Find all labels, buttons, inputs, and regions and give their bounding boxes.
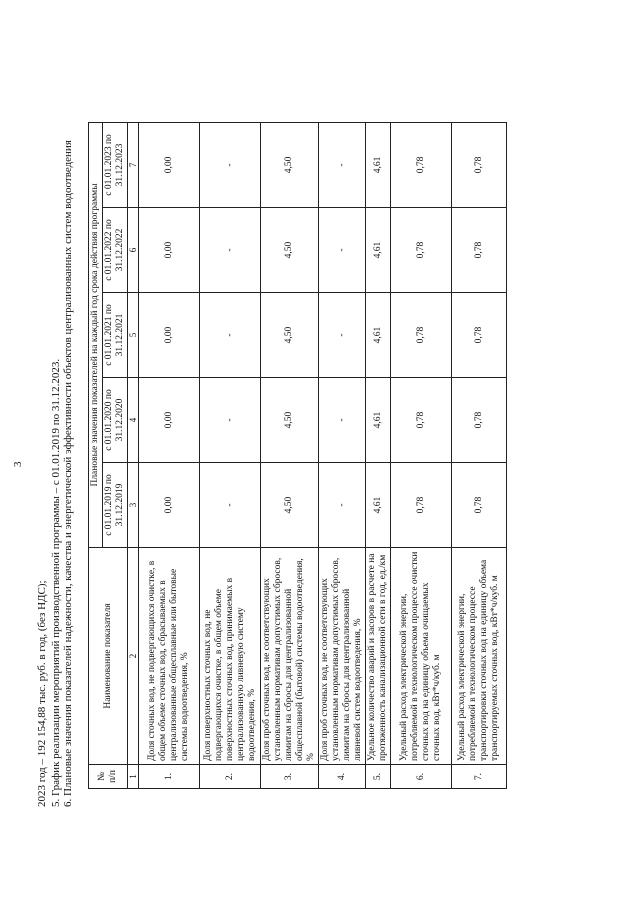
value-2019: 4,61 <box>366 463 391 548</box>
value-2022: 0,78 <box>452 208 507 293</box>
header-name: Наименование показателя <box>89 548 128 765</box>
indicator-name: Доля проб сточных вод, не соответствующих установленным нормативам допустимых сбросов, лимитам на сбросы для централизованной общесплавной (бытовой) системы водоотведения, % <box>261 548 319 765</box>
row-number: 5. <box>366 765 391 789</box>
column-index: 3 <box>128 463 139 548</box>
paragraph-2023-amount: 2023 год – 192 154,88 тыс. руб. в год, (без НДС); <box>36 580 48 807</box>
table-row <box>319 122 366 788</box>
value-2019: 0,78 <box>452 463 507 548</box>
value-2023: 0,78 <box>452 122 507 207</box>
table-row <box>391 122 452 788</box>
row-number: 7. <box>452 765 507 789</box>
header-planned-values: Плановые значения показателей на каждый год срока действия программы <box>89 122 103 547</box>
value-2020: 0,00 <box>139 378 200 463</box>
section-6-heading: 6. Плановые значения показателей надежности, качества и энергетической эффективности объектов централизованных систем водоотведения <box>62 140 74 807</box>
table-row <box>261 122 319 788</box>
value-2022: 0,00 <box>139 208 200 293</box>
value-2020: - <box>200 378 261 463</box>
indicator-name: Удельный расход электрической энергии, потребляемой в технологическом процессе транспортировки сточных вод на единицу объема транспортируемых сточных вод, кВт*ч/куб. м <box>452 548 507 765</box>
column-index: 5 <box>128 293 139 378</box>
header-period-2022: с 01.01.2022 по 31.12.2022 <box>103 208 128 293</box>
row-number: 4. <box>319 765 366 789</box>
column-index: 7 <box>128 122 139 207</box>
value-2023: - <box>200 122 261 207</box>
header-period-2021: с 01.01.2021 по 31.12.2021 <box>103 293 128 378</box>
value-2021: - <box>319 293 366 378</box>
value-2021: 4,50 <box>261 293 319 378</box>
value-2023: - <box>319 122 366 207</box>
indicator-name: Доля сточных вод, не подвергающихся очистке, в общем объеме сточных вод, сбрасываемых в централизованные общесплавные или бытовые системы водоотведения, % <box>139 548 200 765</box>
section-5-schedule: 5. График реализации мероприятий производственной программы – с 01.01.2019 по 31.12.2023. <box>50 358 62 807</box>
value-2019: 0,78 <box>391 463 452 548</box>
value-2022: 4,61 <box>366 208 391 293</box>
indicator-name: Доля поверхностных сточных вод, не подвергающихся очистке, в общем объеме поверхностных сточных вод, принимаемых в централизованную ливневую систему водоотведения, % <box>200 548 261 765</box>
value-2022: - <box>200 208 261 293</box>
header-period-2020: с 01.01.2020 по 31.12.2020 <box>103 378 128 463</box>
value-2022: 0,78 <box>391 208 452 293</box>
value-2023: 0,00 <box>139 122 200 207</box>
row-number: 2. <box>200 765 261 789</box>
column-index: 1 <box>128 765 139 789</box>
value-2023: 4,61 <box>366 122 391 207</box>
value-2019: - <box>200 463 261 548</box>
column-index-row <box>128 122 139 788</box>
table-row <box>452 122 507 788</box>
value-2019: 4,50 <box>261 463 319 548</box>
value-2022: - <box>319 208 366 293</box>
table-row <box>366 122 391 788</box>
value-2021: 0,78 <box>391 293 452 378</box>
page-number: 3 <box>12 461 24 467</box>
value-2019: - <box>319 463 366 548</box>
column-index: 2 <box>128 548 139 765</box>
value-2020: 4,61 <box>366 378 391 463</box>
column-index: 4 <box>128 378 139 463</box>
indicators-table <box>88 122 507 789</box>
value-2023: 0,78 <box>391 122 452 207</box>
indicator-name: Доля проб сточных вод, не соответствующих установленным нормативам допустимых сбросов, лимитам на сбросы для централизованной ливневой систем водоотведения, % <box>319 548 366 765</box>
value-2021: - <box>200 293 261 378</box>
value-2021: 4,61 <box>366 293 391 378</box>
value-2021: 0,00 <box>139 293 200 378</box>
indicator-name: Удельное количество аварий и засоров в расчете на протяженность канализационной сети в год, ед./км <box>366 548 391 765</box>
row-number: 1. <box>139 765 200 789</box>
header-period-2023: с 01.01.2023 по 31.12.2023 <box>103 122 128 207</box>
indicator-name: Удельный расход электрической энергии, потребляемой в технологическом процессе очистки сточных вод на единицу объема очищаемых сточных вод, кВт*ч/куб. м <box>391 548 452 765</box>
header-num: № п/п <box>89 765 128 789</box>
value-2019: 0,00 <box>139 463 200 548</box>
column-index: 6 <box>128 208 139 293</box>
row-number: 6. <box>391 765 452 789</box>
value-2022: 4,50 <box>261 208 319 293</box>
value-2020: 0,78 <box>391 378 452 463</box>
value-2020: 4,50 <box>261 378 319 463</box>
value-2023: 4,50 <box>261 122 319 207</box>
row-number: 3. <box>261 765 319 789</box>
value-2020: 0,78 <box>452 378 507 463</box>
value-2021: 0,78 <box>452 293 507 378</box>
table-row <box>139 122 200 788</box>
header-period-2019: с 01.01.2019 по 31.12.2019 <box>103 463 128 548</box>
value-2020: - <box>319 378 366 463</box>
table-row <box>200 122 261 788</box>
